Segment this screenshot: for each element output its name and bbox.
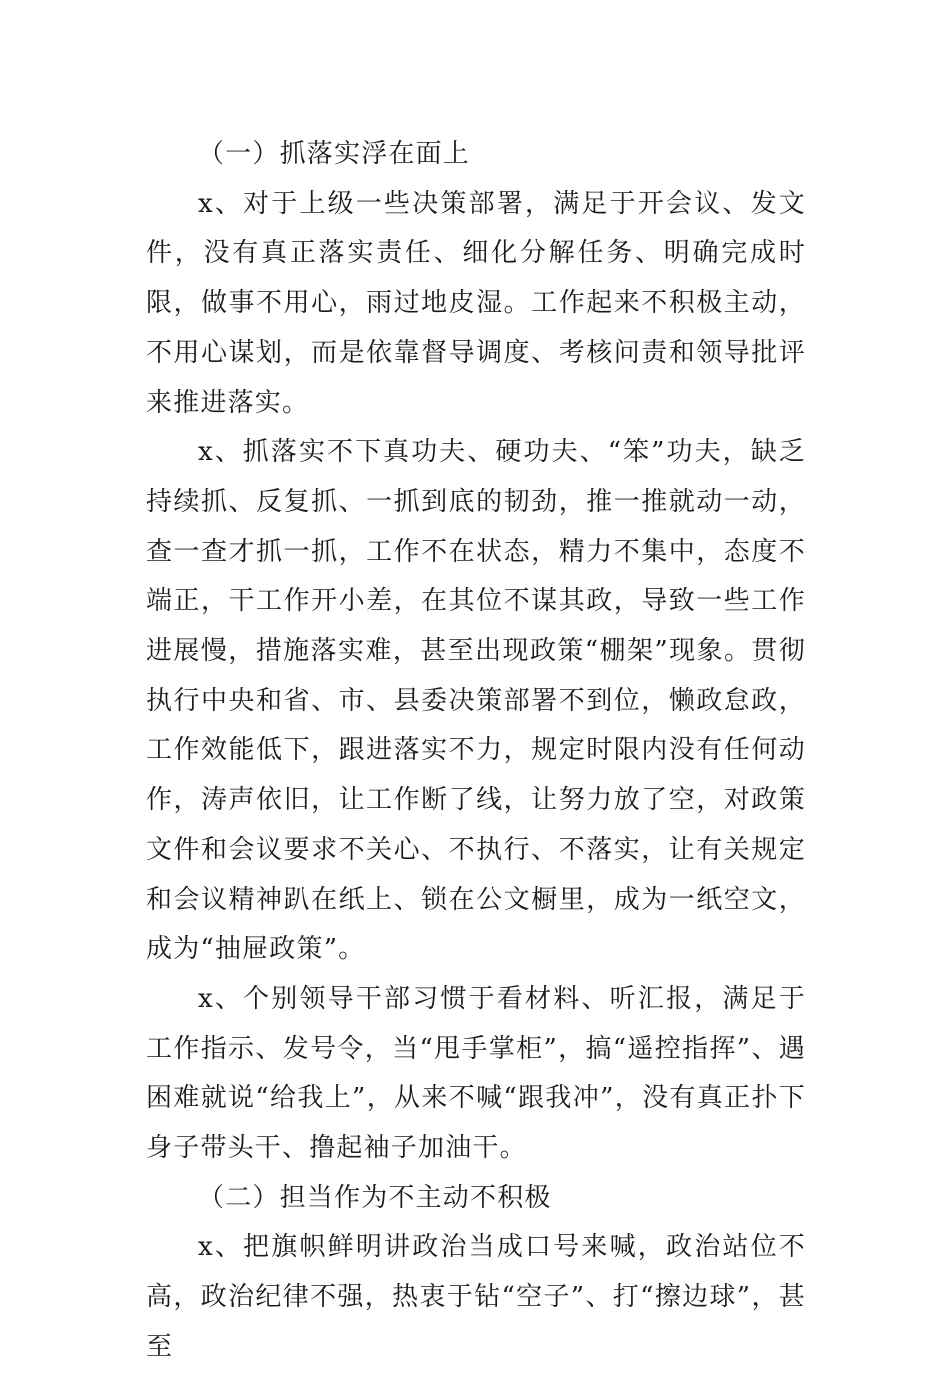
section-heading-1: （一）抓落实浮在面上: [198, 139, 471, 169]
document-body: [146, 130, 806, 1373]
paragraph-4: x、把旗帜鲜明讲政治当成口号来喊，政治站位不高，政治纪律不强，热衷于钻“空子”、打“擦边球”，甚至: [146, 1232, 806, 1362]
paragraph-2: x、抓落实不下真功夫、硬功夫、“笨”功夫，缺乏持续抓、反复抓、一抓到底的韧劲，推一推就动一动，查一查才抓一抓，工作不在状态，精力不集中，态度不端正，干工作开小差，在其位不谋其政，导致一些工作进展慢，措施落实难，甚至出现政策“棚架”现象。贯彻执行中央和省、市、县委决策部署不到位，懒政怠政，工作效能低下，跟进落实不力，规定时限内没有任何动作，涛声依旧，让工作断了线，让努力放了空，对政策文件和会议要求不关心、不执行、不落实，让有关规定和会议精神趴在纸上、锁在公文橱里，成为一纸空文，成为“抽屉政策”。: [146, 437, 806, 965]
section-heading-2: （二）担当作为不主动不积极: [198, 1182, 552, 1213]
paragraph-3: x、个别领导干部习惯于看材料、听汇报，满足于工作指示、发号令，当“甩手掌柜”，搞“遥控指挥”、遇困难就说“给我上”，从来不喊“跟我冲”，没有真正扑下身子带头干、撸起袖子加油干。: [146, 983, 806, 1164]
paragraph-1: x、对于上级一些决策部署，满足于开会议、发文件，没有真正落实责任、细化分解任务、明确完成时限，做事不用心，雨过地皮湿。工作起来不积极主动，不用心谋划，而是依靠督导调度、考核问责和领导批评来推进落实。: [146, 188, 806, 418]
